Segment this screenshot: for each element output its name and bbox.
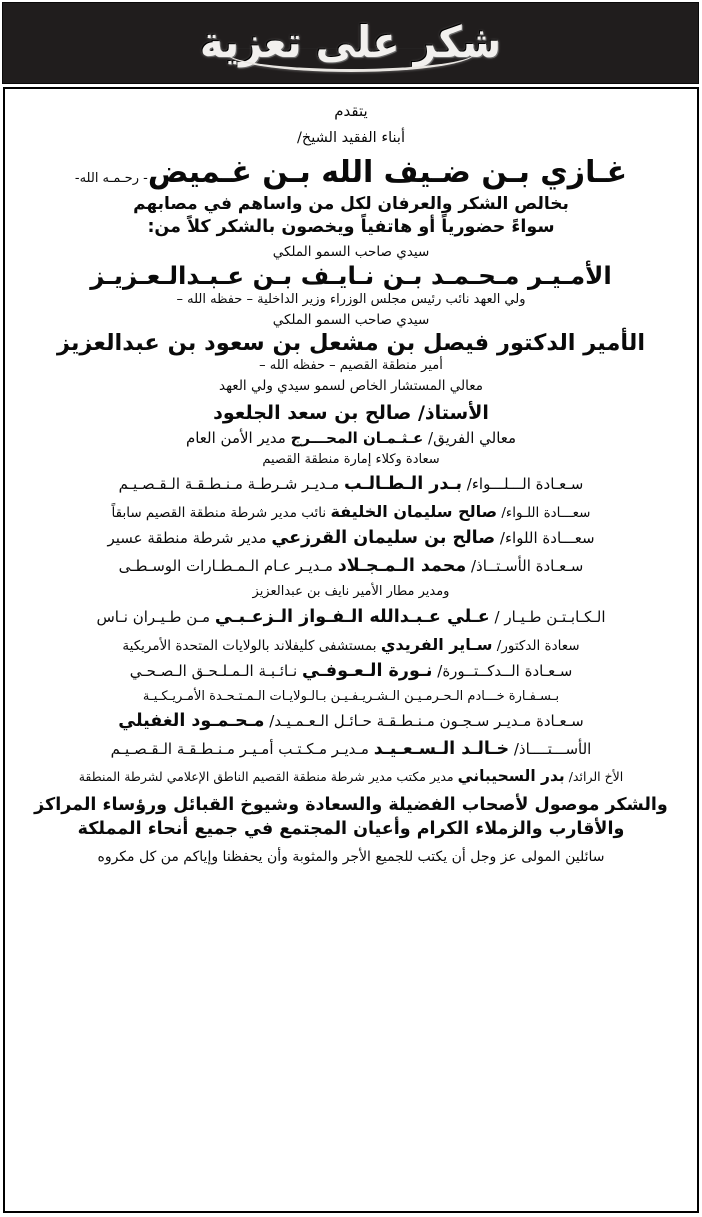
list-item xyxy=(19,661,683,682)
person-3-note: ومدير مطار الأمير نايف بن عبدالعزيز xyxy=(252,584,450,600)
masthead-title: شكر على تعزية xyxy=(199,18,502,68)
calligraphy-logo xyxy=(201,4,501,82)
security-chief-suffix: مدير الأمن العام xyxy=(185,429,291,448)
person-2-prefix: سعـــادة اللواء/ xyxy=(495,529,595,548)
dignitary-2-name: الأمير الدكتور فيصل بن مشعل بن سعود بن عبدالعزيز xyxy=(56,329,646,356)
person-5-prefix: سعادة الدكتور/ xyxy=(492,637,580,654)
deputies-heading: سعادة وكلاء إمارة منطقة القصيم xyxy=(262,451,440,467)
person-6-note: بـسـفـارة خـــادم الـحـرمـيـن الـشـريـفـيـن بـالـولايـات الـمـتـحـدة الأمـريـكـيـة xyxy=(142,688,560,704)
dignitary-1-name: الأمـيـر مـحـمـد بـن نـايـف بـن عـبـدالـعـزيـز xyxy=(90,260,612,290)
list-item xyxy=(19,607,683,628)
person-9-prefix: الأخ الرائد/ xyxy=(564,769,624,785)
list-item xyxy=(19,474,683,495)
person-7-name: مـحـمـود الغفيلي xyxy=(118,711,265,732)
closing-line-2: والأقارب والزملاء الكرام وأعيان المجتمع في جميع أنحاء المملكة xyxy=(77,818,625,839)
advisor-name: الأستاذ/ صالح بن سعد الجلعود xyxy=(213,401,489,424)
person-8-prefix: الأســـتــــاذ/ xyxy=(509,740,592,759)
person-4-prefix: الـكـابـتـن طـيـار / xyxy=(489,607,606,626)
person-1-title: نائب مدير شرطة منطقة القصيم سابقاً xyxy=(111,505,331,522)
thanks-line-1: بخالص الشكر والعرفان لكل من واساهم في مصابهم xyxy=(133,194,569,215)
person-2-title: مدير شرطة منطقة عسير xyxy=(107,529,272,548)
list-item xyxy=(19,502,683,521)
person-4-title: مـن طـيـران نـاس xyxy=(96,607,215,626)
list-item xyxy=(19,528,683,549)
list-item xyxy=(19,767,683,786)
person-9-title: مدير مكتب مدير شرطة منطقة القصيم الناطق الإعلامي لشرطة المنطقة xyxy=(78,769,458,785)
announcement-body xyxy=(3,87,699,1213)
person-0-name: بـدر الـطـالـب xyxy=(343,474,463,495)
security-chief-name: عـثـمـان المحـــرج xyxy=(290,429,424,448)
masthead-banner xyxy=(2,2,699,84)
person-5-title: بمستشفى كليفلاند بالولايات المتحدة الأمريكية xyxy=(122,637,381,654)
closing-line-1: والشكر موصول لأصحاب الفضيلة والسعادة وشيوخ القبائل ورؤساء المراكز xyxy=(34,794,668,815)
dignitary-1-subtitle: ولي العهد نائب رئيس مجلس الوزراء وزير الداخلية – حفظه الله – xyxy=(176,291,526,307)
intro-line-1: يتقدم xyxy=(334,102,368,120)
person-2-name: صالح بن سليمان القرزعي xyxy=(271,528,496,549)
deceased-name: غـازي بـن ضـيف الله بـن غـميض xyxy=(147,154,628,191)
list-item xyxy=(19,711,683,732)
person-4-name: عـلي عـبـدالله الـفـواز الـزعـبـي xyxy=(214,606,490,627)
security-chief-prefix: معالي الفريق/ xyxy=(423,429,517,448)
list-item xyxy=(19,556,683,577)
dignitary-2-subtitle: أمير منطقة القصيم – حفظه الله – xyxy=(259,357,443,373)
person-0-title: مـديـر شـرطـة مـنـطـقـة الـقـصـيـم xyxy=(118,475,344,494)
advisor-honorific: معالي المستشار الخاص لسمو سيدي ولي العهد xyxy=(219,377,483,394)
person-3-title: مـديـر عـام الـمـطـارات الوسـطـى xyxy=(118,557,338,576)
person-3-prefix: سـعـادة الأسـتــاذ/ xyxy=(466,557,584,576)
person-0-prefix: سـعـادة الـــلـــواء/ xyxy=(462,475,584,494)
person-5-name: سـاير الفريدي xyxy=(380,634,493,654)
person-6-name: نـورة الـعـوفـي xyxy=(301,660,433,681)
person-8-name: خـالـد الـسـعـيـد xyxy=(373,739,510,760)
person-6-title: نـائـبـة الـمـلـحـق الـصـحـي xyxy=(129,661,302,680)
person-3-name: محمد الـمـجـلاد xyxy=(337,556,467,577)
person-6-prefix: سـعـادة الــدكــتــورة/ xyxy=(432,661,573,680)
security-chief-line xyxy=(19,430,683,448)
closing-dua: سائلين المولى عز وجل أن يكتب للجميع الأجر والمثوبة وأن يحفظنا وإياكم من كل مكروه xyxy=(97,849,605,866)
person-1-name: صالح سليمان الخليفة xyxy=(330,502,498,522)
deceased-blessing: - رحـمـه الله- xyxy=(74,170,148,187)
dignitary-1-honorific: سيدي صاحب السمو الملكي xyxy=(272,243,430,260)
person-8-title: مـديـر مـكـتـب أمـيـر مـنـطـقـة الـقـصـيـم xyxy=(110,740,374,759)
intro-line-2: أبناء الفقيد الشيخ/ xyxy=(297,129,405,146)
dignitary-2-honorific: سيدي صاحب السمو الملكي xyxy=(272,312,430,329)
thanks-line-2: سواءً حضورياً أو هاتفياً ويخصون بالشكر كلاً من: xyxy=(147,217,555,238)
person-9-name: بدر السحيباني xyxy=(457,767,565,786)
person-7-prefix: سـعـادة مـديـر سـجـون مـنـطـقـة حـائـل الـعـمـيـد/ xyxy=(264,712,584,731)
person-1-prefix: سعـــادة اللـواء/ xyxy=(497,505,591,522)
list-item xyxy=(19,635,683,654)
list-item xyxy=(19,739,683,760)
deceased-name-line xyxy=(19,154,683,190)
